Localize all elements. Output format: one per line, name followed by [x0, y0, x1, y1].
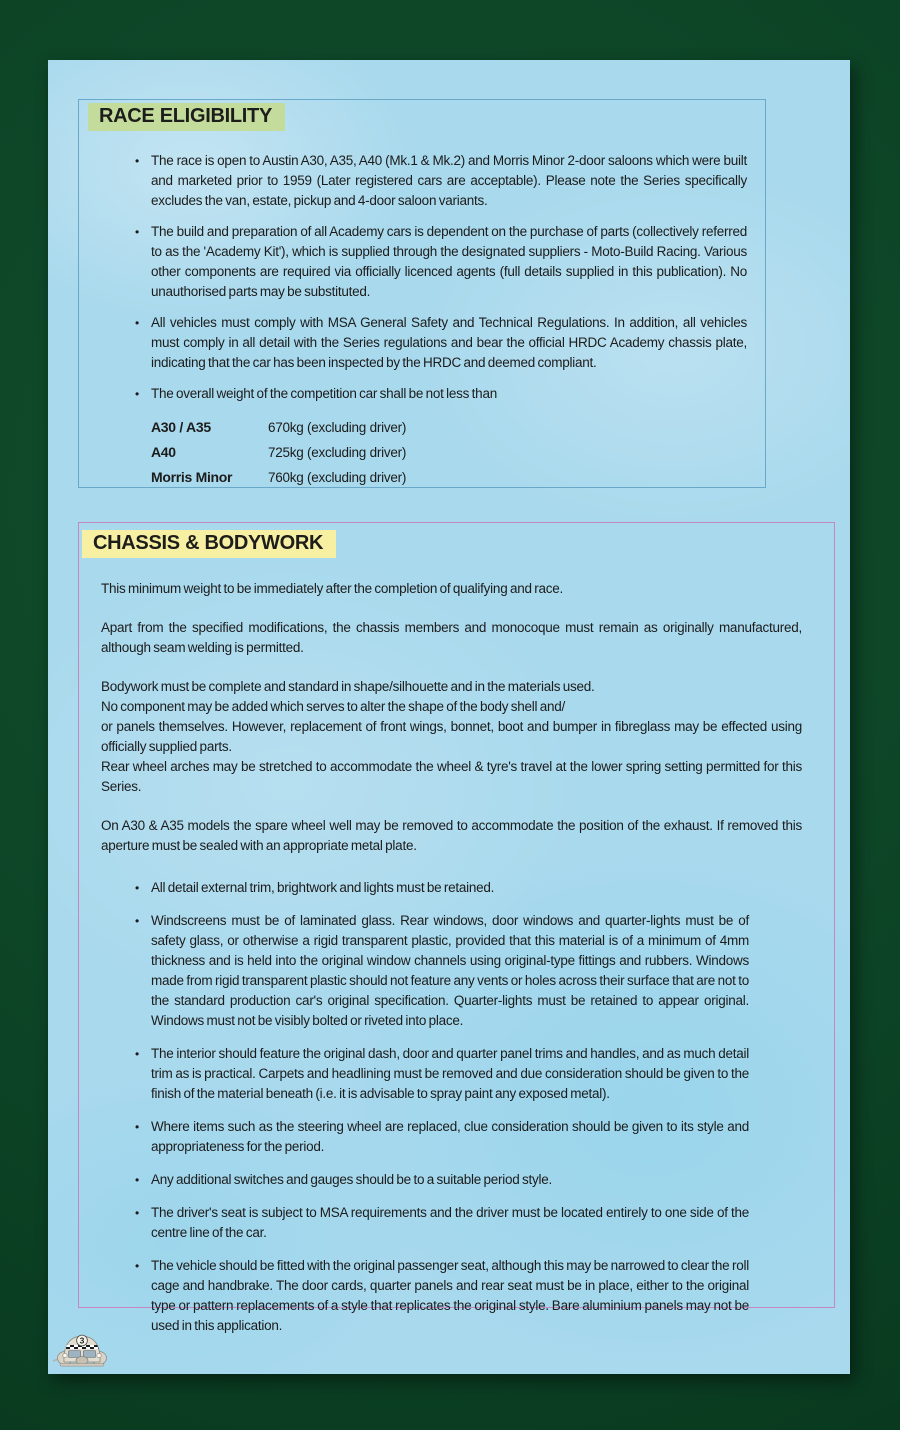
bullet-icon: • [135, 316, 140, 330]
weight-value-cell: 725kg (excluding driver) [268, 445, 407, 460]
bullet-item [135, 911, 749, 1031]
weight-model-cell: A30 / A35 [151, 419, 211, 435]
paragraph-group [101, 618, 802, 658]
bullet-item [135, 1203, 749, 1243]
bullet-icon: • [135, 881, 140, 895]
section-race-eligibility [78, 99, 766, 488]
bullet-item [135, 1117, 749, 1157]
car-number-label: 3 [79, 1335, 85, 1346]
bullet-text: The overall weight of the competition car shall be not less than [151, 386, 497, 401]
chassis-bodywork-title: CHASSIS & BODYWORK [82, 530, 336, 558]
race-car-icon [52, 1325, 112, 1369]
weight-value-cell: 670kg (excluding driver) [268, 420, 407, 435]
bullet-text: The vehicle should be fitted with the original passenger seat, although this may be narrowed to clear the roll cage and handbrake. The door cards, quarter panels and rear seat must be in place, either to the original type or pattern replacements of a style that replicates the original style. Bare aluminium panels may not be used in this application. [151, 1258, 749, 1333]
paragraph-line: or panels themselves. However, replacement of front wings, bonnet, boot and bumper in fibreglass may be effected using officially supplied parts. [101, 719, 802, 754]
table-row [151, 443, 765, 462]
weight-value-cell: 760kg (excluding driver) [268, 470, 407, 485]
bullet-item [135, 878, 749, 898]
paragraph-group [101, 579, 802, 599]
chassis-bullet-list [79, 878, 834, 1336]
bullet-text: All vehicles must comply with MSA General Safety and Technical Regulations. In addition, all vehicles must comply in all detail with the Series regulations and bear the official HRDC Academy chassis plate, indicating that the car has been inspected by the HRDC and deemed compliant. [151, 315, 747, 370]
race-eligibility-bullet-list [79, 151, 765, 404]
paragraph-line: No component may be added which serves to alter the shape of the body shell and/ [101, 699, 566, 714]
bullet-text: The interior should feature the original dash, door and quarter panel trims and handles, and as much detail trim as is practical. Carpets and headlining must be removed and due consideration should be given to the finish of the material beneath (i.e. it is advisable to spray paint any exposed metal). [151, 1046, 749, 1101]
weight-model-cell: Morris Minor [151, 469, 233, 485]
bullet-item [135, 1170, 749, 1190]
bullet-icon: • [135, 1173, 140, 1187]
bullet-item [135, 384, 747, 404]
bullet-item [135, 313, 747, 373]
bullet-icon: • [135, 1047, 140, 1061]
bullet-text: Any additional switches and gauges should be to a suitable period style. [151, 1172, 553, 1187]
race-eligibility-title: RACE ELIGIBILITY [88, 103, 285, 131]
bullet-text: The driver's seat is subject to MSA requirements and the driver must be located entirely to one side of the centre line of the car. [151, 1205, 749, 1240]
paragraph-line: This minimum weight to be immediately after the completion of qualifying and race. [101, 581, 563, 596]
paragraph-line: Rear wheel arches may be stretched to accommodate the wheel & tyre's travel at the lower spring setting permitted for this Series. [101, 759, 802, 794]
bullet-icon: • [135, 225, 140, 239]
table-row [151, 468, 765, 487]
chassis-paragraphs [101, 579, 802, 856]
bullet-icon: • [135, 1259, 140, 1273]
paragraph-group [101, 816, 802, 856]
bullet-item [135, 1256, 749, 1336]
bullet-text: All detail external trim, brightwork and lights must be retained. [151, 880, 495, 895]
bullet-text: Windscreens must be of laminated glass. Rear windows, door windows and quarter-lights must be of safety glass, or otherwise a rigid transparent plastic, provided that this material is of a minimum of 4mm thickness and is held into the original window channels using original-type fittings and rubbers. Windows made from rigid transparent plastic should not feature any vents or holes across their surface that are not to the standard production car's original specification. Quarter-lights must be retained to appear original. Windows must not be visibly bolted or riveted into place. [151, 913, 749, 1028]
bullet-icon: • [135, 1206, 140, 1220]
section-chassis-bodywork [78, 522, 835, 1333]
bullet-icon: • [135, 387, 140, 401]
paragraph-group [101, 677, 802, 797]
minimum-weight-table [151, 418, 765, 487]
bullet-icon: • [135, 1120, 140, 1134]
bullet-text: Where items such as the steering wheel are replaced, clue consideration should be given to its style and appropriateness for the period. [151, 1119, 749, 1154]
bullet-item [135, 222, 747, 302]
weight-model-cell: A40 [151, 444, 176, 460]
table-row [151, 418, 765, 437]
document-page [48, 60, 850, 1374]
bullet-text: The build and preparation of all Academy cars is dependent on the purchase of parts (collectively referred to as the 'Academy Kit'), which is supplied through the designated suppliers - Moto-Build Racing. Various other components are required via officially licenced agents (full details supplied in this publication). No unauthorised parts may be substituted. [151, 224, 747, 299]
paragraph-line: Apart from the specified modifications, the chassis members and monocoque must remain as originally manufactured, although seam welding is permitted. [101, 620, 802, 655]
paragraph-line: On A30 & A35 models the spare wheel well may be removed to accommodate the position of the exhaust. If removed this aperture must be sealed with an appropriate metal plate. [101, 818, 802, 853]
bullet-item [135, 151, 747, 211]
bullet-icon: • [135, 154, 140, 168]
bullet-icon: • [135, 914, 140, 928]
bullet-text: The race is open to Austin A30, A35, A40 (Mk.1 & Mk.2) and Morris Minor 2-door saloons which were built and marketed prior to 1959 (Later registered cars are acceptable). Please note the Series specifically excludes the van, estate, pickup and 4-door saloon variants. [151, 153, 747, 208]
paragraph-line: Bodywork must be complete and standard in shape/silhouette and in the materials used. [101, 679, 595, 694]
bullet-item [135, 1044, 749, 1104]
